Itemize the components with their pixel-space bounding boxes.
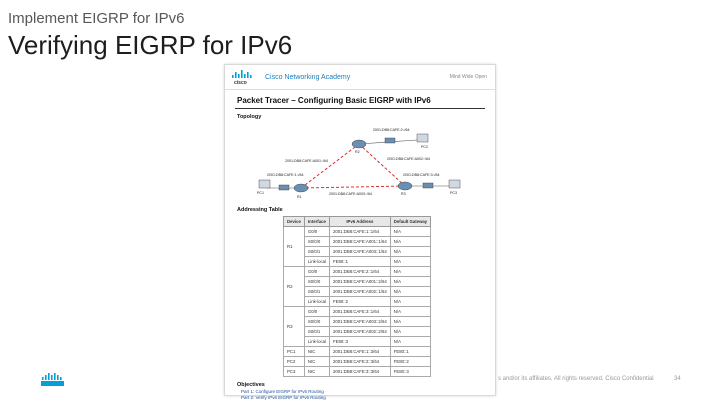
- table-row: [284, 357, 431, 367]
- cell-default-gateway: FE80::1: [390, 347, 430, 357]
- router-r1-icon: [294, 184, 308, 192]
- cell-default-gateway: N/A: [390, 337, 430, 347]
- cell-ipv6-address: 2001:DB8:CAFE:A003::2/64: [330, 317, 391, 327]
- table-row: [284, 297, 431, 307]
- brand-name: Cisco Networking Academy: [265, 73, 351, 81]
- cell-device: PC3: [284, 367, 305, 377]
- cell-ipv6-address: 2001:DB8:CAFE:1::3/64: [330, 347, 391, 357]
- cell-default-gateway: N/A: [390, 277, 430, 287]
- cell-interface: G0/0: [304, 307, 329, 317]
- switch-s2-icon: [385, 138, 395, 143]
- cell-interface: Link-local: [304, 257, 329, 267]
- cell-default-gateway: FE80::2: [390, 357, 430, 367]
- table-row: [284, 317, 431, 327]
- label-pc3: PC3: [450, 191, 457, 195]
- label-net-lan3: 2001:DB8:CAFE:3::/64: [403, 173, 440, 177]
- cell-ipv6-address: 2001:DB8:CAFE:1::1/64: [330, 227, 391, 237]
- cell-interface: S0/0/1: [304, 247, 329, 257]
- cell-ipv6-address: 2001:DB8:CAFE:A002::2/64: [330, 327, 391, 337]
- switch-s3-icon: [423, 183, 433, 188]
- link-r1-r3: [301, 186, 405, 188]
- label-net-right: 2001:DB8:CAFE:A002::/64: [387, 157, 430, 161]
- cell-interface: G0/0: [304, 267, 329, 277]
- document-title: Packet Tracer – Configuring Basic EIGRP with IPv6: [237, 96, 431, 105]
- cell-default-gateway: N/A: [390, 287, 430, 297]
- table-row: [284, 367, 431, 377]
- table-row: [284, 277, 431, 287]
- cell-default-gateway: N/A: [390, 247, 430, 257]
- document-header: [225, 65, 495, 90]
- cell-interface: S0/0/0: [304, 317, 329, 327]
- cell-interface: S0/0/0: [304, 277, 329, 287]
- link-r2-r3: [359, 144, 405, 186]
- slide-subtitle: Implement EIGRP for IPv6: [8, 10, 185, 27]
- title-rule: [235, 108, 485, 109]
- topology-diagram: [237, 122, 477, 202]
- cell-ipv6-address: FE80::3: [330, 337, 391, 347]
- cell-default-gateway: N/A: [390, 327, 430, 337]
- label-r2: R2: [355, 150, 360, 154]
- label-net-top: 2001:DB8:CAFE:2::/64: [373, 128, 410, 132]
- col-default-gateway: Default Gateway: [390, 217, 430, 227]
- objectives-heading: Objectives: [237, 382, 265, 388]
- slide-title: Verifying EIGRP for IPv6: [8, 30, 293, 60]
- router-r2-icon: [352, 140, 366, 148]
- cell-interface: NIC: [304, 367, 329, 377]
- cell-default-gateway: N/A: [390, 317, 430, 327]
- table-row: [284, 327, 431, 337]
- cell-default-gateway: FE80::3: [390, 367, 430, 377]
- label-net-left: 2001:DB8:CAFE:A001::/64: [285, 159, 328, 163]
- table-row: [284, 227, 431, 237]
- objective-2: Part 2: Verify IPv6 EIGRP for IPv6 Routing: [241, 395, 326, 400]
- pc2-icon: [417, 134, 428, 142]
- table-row: [284, 287, 431, 297]
- table-row: [284, 267, 431, 277]
- cell-ipv6-address: 2001:DB8:CAFE:3::3/64: [330, 367, 391, 377]
- cell-device: PC1: [284, 347, 305, 357]
- cell-device: R2: [284, 267, 305, 307]
- cell-device: R3: [284, 307, 305, 347]
- cell-default-gateway: N/A: [390, 297, 430, 307]
- cell-ipv6-address: 2001:DB8:CAFE:2::1/64: [330, 267, 391, 277]
- label-pc1: PC1: [257, 191, 264, 195]
- cell-interface: S0/0/1: [304, 287, 329, 297]
- label-net-lan1: 2001:DB8:CAFE:1::/64: [267, 173, 304, 177]
- table-row: [284, 247, 431, 257]
- router-r3-icon: [398, 182, 412, 190]
- col-interface: Interface: [304, 217, 329, 227]
- table-heading: Addressing Table: [237, 207, 283, 213]
- table-row: [284, 237, 431, 247]
- link-r1-r2: [301, 144, 359, 188]
- cell-default-gateway: N/A: [390, 267, 430, 277]
- cell-ipv6-address: FE80::1: [330, 257, 391, 267]
- cell-default-gateway: N/A: [390, 237, 430, 247]
- table-row: [284, 347, 431, 357]
- cisco-logo-icon: [231, 69, 259, 85]
- objective-1: Part 1: Configure EIGRP for IPv6 Routing: [241, 389, 324, 394]
- cell-interface: Link-local: [304, 337, 329, 347]
- switch-s1-icon: [279, 185, 289, 190]
- cell-ipv6-address: 2001:DB8:CAFE:A003::1/64: [330, 247, 391, 257]
- cell-default-gateway: N/A: [390, 307, 430, 317]
- table-body: [284, 227, 431, 377]
- cell-ipv6-address: 2001:DB8:CAFE:A001::2/64: [330, 277, 391, 287]
- cell-interface: S0/0/1: [304, 327, 329, 337]
- brand-tagline: Mind Wide Open: [449, 74, 487, 80]
- cell-ipv6-address: 2001:DB8:CAFE:3::1/64: [330, 307, 391, 317]
- cell-ipv6-address: 2001:DB8:CAFE:A002::1/64: [330, 287, 391, 297]
- cell-interface: S0/0/0: [304, 237, 329, 247]
- table-row: [284, 307, 431, 317]
- cell-device: PC2: [284, 357, 305, 367]
- document-image: [224, 64, 496, 400]
- table-row: [284, 257, 431, 267]
- svg-text:cisco: cisco: [234, 80, 247, 86]
- cell-ipv6-address: FE80::2: [330, 297, 391, 307]
- col-ipv6-address: IPv6 Address: [330, 217, 391, 227]
- cell-default-gateway: N/A: [390, 257, 430, 267]
- cell-interface: NIC: [304, 347, 329, 357]
- cell-ipv6-address: 2001:DB8:CAFE:2::3/64: [330, 357, 391, 367]
- cell-ipv6-address: 2001:DB8:CAFE:A001::1/64: [330, 237, 391, 247]
- cell-default-gateway: N/A: [390, 227, 430, 237]
- page-number: 34: [674, 376, 681, 382]
- pc3-icon: [449, 180, 460, 188]
- table-row: [284, 337, 431, 347]
- cell-device: R1: [284, 227, 305, 267]
- pc1-icon: [259, 180, 270, 188]
- col-device: Device: [284, 217, 305, 227]
- cell-interface: Link-local: [304, 297, 329, 307]
- label-r1: R1: [297, 195, 302, 199]
- cisco-footer-logo-icon: [40, 373, 68, 387]
- cell-interface: G0/0: [304, 227, 329, 237]
- label-r3: R3: [401, 192, 406, 196]
- label-net-bottom: 2001:DB8:CAFE:A003::/64: [329, 192, 372, 196]
- footer-copyright: s and/or its affiliates. All rights reserved. Cisco Confidential: [498, 376, 654, 382]
- label-pc2: PC2: [421, 145, 428, 149]
- cell-interface: NIC: [304, 357, 329, 367]
- topology-heading: Topology: [237, 114, 262, 120]
- addressing-table: [283, 216, 431, 377]
